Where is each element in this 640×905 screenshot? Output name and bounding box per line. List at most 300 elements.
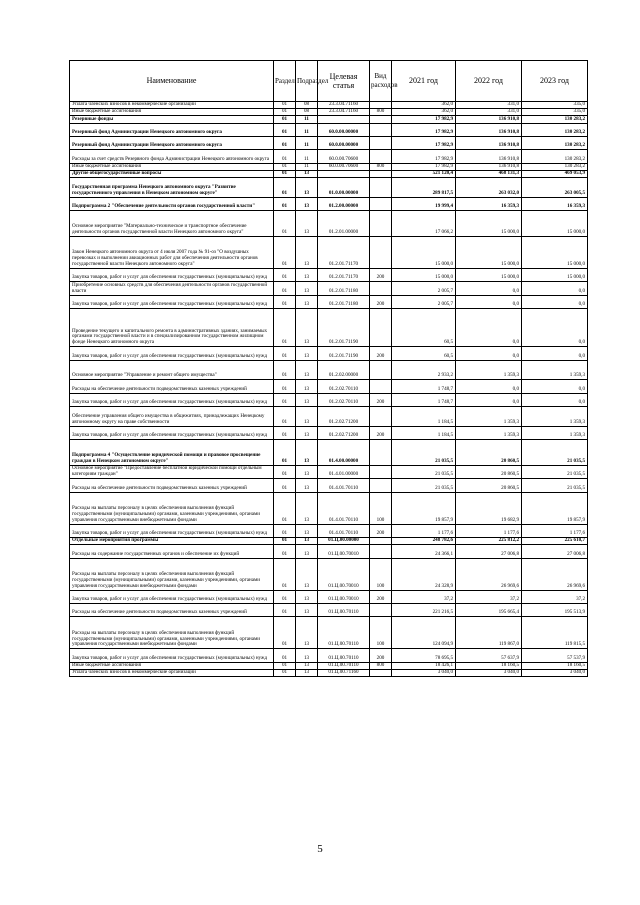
row-value-2022: 0,0 [456,393,522,406]
row-subsection: 13 [296,268,318,281]
row-value-2022: 331,0 [456,109,522,116]
row-subsection: 13 [296,465,318,478]
row-value-2021: 2 005,7 [392,282,456,295]
table-row [70,211,588,237]
row-expense-type [370,116,392,123]
table-row [70,617,588,649]
row-section: 01 [274,295,296,308]
row-section: 01 [274,537,296,544]
row-value-2021: 1 748,7 [392,393,456,406]
row-value-2022: 20 860,5 [456,465,522,478]
table-row [70,380,588,393]
row-subsection: 11 [296,136,318,149]
row-subsection: 13 [296,558,318,590]
row-value-2022: 15 000,0 [456,236,522,268]
row-article: 01.Ц.00.70110 [318,617,370,649]
row-subsection: 13 [296,380,318,393]
row-section: 01 [274,393,296,406]
header-2021: 2021 год [392,61,456,102]
row-section: 01 [274,163,296,170]
row-expense-type [370,211,392,237]
row-name: Резервный фонд Администрации Ненецкого автономного округа [70,136,274,149]
row-name: Расходы на выплаты персоналу в целях обеспечения выполнения функций государственными (муниципальными) органами, казенными учреждениями, органами управления государственными внебюджетными фондами [70,558,274,590]
row-value-2022: 57 637,9 [456,649,522,662]
row-name: Уплата членских взносов в некоммерческие организации [70,102,274,109]
row-value-2021: 1 184,5 [392,407,456,427]
table-row [70,492,588,524]
table-row [70,537,588,544]
row-value-2022: 136 910,8 [456,163,522,170]
row-value-2023: 15 000,0 [522,268,588,281]
row-subsection: 11 [296,116,318,123]
row-value-2023: 0,0 [522,309,588,347]
table-row [70,123,588,136]
row-value-2021: 15 000,0 [392,268,456,281]
table-row [70,558,588,590]
table-row [70,393,588,406]
table-row [70,309,588,347]
row-value-2023: 21 035,5 [522,465,588,478]
row-subsection: 13 [296,393,318,406]
row-value-2023: 0,0 [522,393,588,406]
row-section: 01 [274,136,296,149]
table-row [70,479,588,492]
row-expense-type: 200 [370,524,392,537]
table-header-row [70,61,588,102]
row-article [318,170,370,177]
row-value-2022: 136 910,8 [456,150,522,163]
row-name: Закупка товаров, работ и услуг для обеспечения государственных (муниципальных) нужд [70,268,274,281]
row-article: 01.Ц.00.70010 [318,545,370,558]
row-name: Резервные фонды [70,116,274,123]
row-section: 01 [274,669,296,676]
row-value-2023: 130 283,2 [522,123,588,136]
header-2022: 2022 год [456,61,522,102]
row-subsection: 13 [296,590,318,603]
row-section: 01 [274,347,296,360]
row-value-2023: 26 969,6 [522,558,588,590]
row-value-2021: 21 035,5 [392,440,456,466]
row-value-2022: 16 359,3 [456,197,522,210]
row-value-2021: 521 120,4 [392,170,456,177]
row-expense-type [370,282,392,295]
row-article: 01.Ц.00.70010 [318,590,370,603]
row-value-2021: 362,0 [392,102,456,109]
row-value-2022: 136 910,8 [456,116,522,123]
row-expense-type: 200 [370,295,392,308]
row-expense-type: 100 [370,617,392,649]
row-section: 01 [274,116,296,123]
row-value-2022: 0,0 [456,347,522,360]
row-section: 01 [274,197,296,210]
row-section: 01 [274,524,296,537]
row-value-2022: 20 860,5 [456,479,522,492]
row-value-2022: 136 910,8 [456,123,522,136]
row-value-2022: 18 160,5 [456,662,522,669]
row-expense-type [370,465,392,478]
row-value-2021: 24 328,9 [392,558,456,590]
row-subsection: 13 [296,545,318,558]
table-row [70,440,588,466]
row-name: Иные бюджетные ассигнования [70,109,274,116]
row-value-2023: 16 359,3 [522,197,588,210]
row-value-2021: 2 005,7 [392,295,456,308]
table-row [70,170,588,177]
row-section: 01 [274,617,296,649]
row-value-2022: 1 359,3 [456,407,522,427]
row-section: 01 [274,545,296,558]
row-value-2023: 19 857,9 [522,492,588,524]
row-expense-type: 800 [370,109,392,116]
row-name: Закупка товаров, работ и услуг для обеспечения государственных (муниципальных) нужд [70,393,274,406]
row-subsection: 11 [296,123,318,136]
row-subsection: 08 [296,109,318,116]
row-article: 01.2.01.71170 [318,236,370,268]
row-article: 01.Ц.00.71160 [318,669,370,676]
row-value-2021: 18 426,1 [392,662,456,669]
table-row [70,295,588,308]
row-expense-type: 200 [370,426,392,439]
row-value-2021: 17 982,9 [392,116,456,123]
row-section: 01 [274,558,296,590]
row-section: 01 [274,440,296,466]
row-expense-type [370,669,392,676]
header-subsection: Подраздел [296,61,318,102]
row-subsection: 13 [296,282,318,295]
row-subsection: 13 [296,440,318,466]
row-expense-type [370,150,392,163]
row-value-2021: 60,5 [392,347,456,360]
row-article: 01.0.00.00000 [318,178,370,198]
row-section: 01 [274,662,296,669]
table-row [70,236,588,268]
row-expense-type [370,545,392,558]
row-name: Уплата членских взносов в некоммерческие организации [70,669,274,676]
budget-table [69,60,588,677]
row-value-2023: 1 177,6 [522,524,588,537]
row-section: 01 [274,603,296,616]
row-subsection: 13 [296,426,318,439]
row-name: Проведение текущего и капитального ремонта в административных зданиях, занимаемых органами государственной власти и в специализированном государственном жилищном фонде Ненецкого автономного округа [70,309,274,347]
row-section: 01 [274,178,296,198]
row-subsection: 13 [296,170,318,177]
row-value-2022: 1 359,3 [456,426,522,439]
row-name: Расходы на обеспечение деятельности подведомственных казенных учреждений [70,603,274,616]
row-value-2021: 21 035,5 [392,479,456,492]
row-value-2021: 37,2 [392,590,456,603]
row-subsection: 13 [296,309,318,347]
row-article: 01.4.01.70110 [318,492,370,524]
table-body [70,102,588,677]
row-subsection: 13 [296,662,318,669]
row-value-2022: 331,0 [456,102,522,109]
row-expense-type [370,236,392,268]
row-expense-type: 100 [370,558,392,590]
row-value-2021: 248 782,6 [392,537,456,544]
row-section: 01 [274,102,296,109]
row-value-2023: 3 040,0 [522,669,588,676]
table-row [70,197,588,210]
row-name: Государственная программа Ненецкого автономного округа "Развитие государственного управления в Ненецком автономном округе" [70,178,274,198]
row-section: 01 [274,492,296,524]
row-subsection: 13 [296,347,318,360]
row-subsection: 13 [296,236,318,268]
row-value-2023: 130 283,2 [522,136,588,149]
row-expense-type: 800 [370,163,392,170]
row-value-2023: 335,0 [522,109,588,116]
row-name: Приобретение основных средств для обеспечения деятельности органов государственной власти [70,282,274,295]
row-value-2022: 1 177,6 [456,524,522,537]
row-name: Резервный фонд Администрации Ненецкого автономного округа [70,123,274,136]
row-section: 01 [274,109,296,116]
row-name: Закупка товаров, работ и услуг для обеспечения государственных (муниципальных) нужд [70,524,274,537]
row-section: 01 [274,282,296,295]
row-subsection: 13 [296,524,318,537]
row-section: 01 [274,649,296,662]
row-subsection: 13 [296,603,318,616]
row-value-2023: 0,0 [522,380,588,393]
row-value-2021: 2 933,2 [392,360,456,380]
table-row [70,136,588,149]
row-section: 01 [274,590,296,603]
row-expense-type [370,407,392,427]
row-subsection: 13 [296,479,318,492]
row-article: 01.4.01.70110 [318,524,370,537]
row-article: 60.0.00.70600 [318,163,370,170]
table-row [70,649,588,662]
row-subsection: 11 [296,150,318,163]
row-expense-type [370,603,392,616]
row-section: 01 [274,426,296,439]
row-section: 01 [274,170,296,177]
row-value-2022: 20 860,5 [456,440,522,466]
row-article: 23.3.04.71160 [318,102,370,109]
row-expense-type: 200 [370,590,392,603]
row-article: 01.Ц.00.70010 [318,558,370,590]
header-article: Целевая статья [318,61,370,102]
row-value-2022: 19 682,9 [456,492,522,524]
row-value-2023: 119 815,5 [522,617,588,649]
row-expense-type [370,309,392,347]
row-name: Закупка товаров, работ и услуг для обеспечения государственных (муниципальных) нужд [70,649,274,662]
table-row [70,360,588,380]
row-value-2022: 195 665,4 [456,603,522,616]
row-article: 60.0.00.00000 [318,136,370,149]
row-name: Закупка товаров, работ и услуг для обеспечения государственных (муниципальных) нужд [70,590,274,603]
row-article: 01.Ц.00.70110 [318,649,370,662]
row-name: Основное мероприятие "Материально-техническое и транспортное обеспечение деятельности органов государственной власти Ненецкого автономного округа" [70,211,274,237]
row-value-2023: 469 053,9 [522,170,588,177]
row-value-2023: 15 000,0 [522,236,588,268]
row-value-2021: 24 366,1 [392,545,456,558]
row-section: 01 [274,309,296,347]
row-name: Расходы на выплаты персоналу в целях обеспечения выполнения функций государственными (муниципальными) органами, казенными учреждениями, органами управления государственными внебюджетными фондами [70,617,274,649]
row-value-2021: 124 094,9 [392,617,456,649]
row-value-2022: 225 812,2 [456,537,522,544]
row-subsection: 13 [296,360,318,380]
row-expense-type [370,380,392,393]
row-value-2021: 362,0 [392,109,456,116]
row-expense-type: 200 [370,393,392,406]
header-2023: 2023 год [522,61,588,102]
row-value-2022: 37,2 [456,590,522,603]
row-name: Закупка товаров, работ и услуг для обеспечения государственных (муниципальных) нужд [70,426,274,439]
row-article: 01.Ц.00.70110 [318,662,370,669]
table-row [70,590,588,603]
row-article: 01.2.01.00000 [318,211,370,237]
row-article: 01.2.00.00000 [318,197,370,210]
table-row [70,669,588,676]
table-row [70,268,588,281]
row-article: 01.2.01.71170 [318,268,370,281]
row-section: 01 [274,211,296,237]
row-name: Расходы на обеспечение деятельности подведомственных казенных учреждений [70,479,274,492]
row-expense-type [370,123,392,136]
row-name: Закупка товаров, работ и услуг для обеспечения государственных (муниципальных) нужд [70,347,274,360]
row-expense-type: 200 [370,268,392,281]
row-expense-type: 200 [370,649,392,662]
row-value-2023: 225 610,7 [522,537,588,544]
row-expense-type: 200 [370,347,392,360]
row-expense-type [370,178,392,198]
row-expense-type [370,360,392,380]
row-section: 01 [274,360,296,380]
row-section: 01 [274,268,296,281]
header-name: Наименование [70,61,274,102]
row-article: 60.0.00.70600 [318,150,370,163]
row-name: Отдельные мероприятия программы [70,537,274,544]
row-expense-type [370,440,392,466]
row-article: 01.Ц.00.70110 [318,603,370,616]
row-article: 01.4.00.00000 [318,440,370,466]
row-value-2023: 130 283,2 [522,150,588,163]
table-row [70,524,588,537]
row-name: Основное мероприятие "Предоставление бесплатной юридической помощи отдельным категориям граждан" [70,465,274,478]
row-value-2021: 289 817,5 [392,178,456,198]
row-value-2023: 1 359,3 [522,407,588,427]
row-article: 23.3.04.71160 [318,109,370,116]
row-value-2023: 15 000,0 [522,211,588,237]
row-expense-type [370,479,392,492]
row-value-2022: 263 032,0 [456,178,522,198]
row-name: Другие общегосударственные вопросы [70,170,274,177]
table-row [70,282,588,295]
row-article: 01.2.01.71190 [318,309,370,347]
row-value-2021: 221 216,5 [392,603,456,616]
row-value-2022: 136 910,8 [456,136,522,149]
row-section: 01 [274,465,296,478]
row-value-2022: 0,0 [456,380,522,393]
row-name: Расходы на обеспечение деятельности подведомственных казенных учреждений [70,380,274,393]
row-article: 01.2.02.70110 [318,393,370,406]
header-section: Раздел [274,61,296,102]
row-value-2023: 21 035,5 [522,440,588,466]
row-value-2023: 1 359,3 [522,426,588,439]
table-row [70,407,588,427]
row-subsection: 13 [296,211,318,237]
row-expense-type [370,136,392,149]
table-row [70,465,588,478]
row-value-2023: 57 537,9 [522,649,588,662]
row-value-2023: 37,2 [522,590,588,603]
row-article: 01.2.02.71200 [318,426,370,439]
row-section: 01 [274,123,296,136]
row-name: Иные бюджетные ассигнования [70,163,274,170]
row-value-2023: 0,0 [522,282,588,295]
row-article: 01.2.02.71200 [318,407,370,427]
row-subsection: 13 [296,537,318,544]
table-row [70,545,588,558]
row-value-2022: 0,0 [456,282,522,295]
row-value-2021: 60,5 [392,309,456,347]
row-article: 01.2.02.70110 [318,380,370,393]
table-row [70,347,588,360]
row-value-2021: 17 982,9 [392,150,456,163]
row-value-2022: 1 359,3 [456,360,522,380]
row-section: 01 [274,479,296,492]
row-value-2021: 1 748,7 [392,380,456,393]
row-value-2022: 0,0 [456,309,522,347]
row-name: Расходы на выплаты персоналу в целях обеспечения выполнения функций государственными (муниципальными) органами, казенными учреждениями, органами управления государственными внебюджетными фондами [70,492,274,524]
row-value-2023: 130 283,2 [522,116,588,123]
header-expense-type: Вид расходов [370,61,392,102]
row-name: Основное мероприятие "Управление и ремонт общего имущества" [70,360,274,380]
row-expense-type [370,197,392,210]
budget-table-container [69,60,587,677]
row-subsection: 13 [296,669,318,676]
row-subsection: 13 [296,492,318,524]
row-article: 01.2.02.00000 [318,360,370,380]
row-subsection: 13 [296,649,318,662]
row-value-2021: 17 982,9 [392,123,456,136]
row-article: 01.2.01.71190 [318,347,370,360]
row-name: Расходы на содержание государственных органов и обеспечение их функций [70,545,274,558]
row-article: 01.Ц.00.00000 [318,537,370,544]
row-value-2022: 0,0 [456,295,522,308]
row-value-2021: 21 035,5 [392,465,456,478]
row-value-2023: 263 005,5 [522,178,588,198]
row-value-2022: 26 969,6 [456,558,522,590]
row-name: Расходы за счет средств Резервного фонда Администрации Ненецкого автономного округа [70,150,274,163]
row-value-2021: 17 982,9 [392,136,456,149]
row-value-2023: 0,0 [522,295,588,308]
row-subsection: 13 [296,178,318,198]
row-value-2021: 19 857,9 [392,492,456,524]
row-value-2023: 130 283,2 [522,163,588,170]
row-article: 01.2.01.71180 [318,282,370,295]
row-subsection: 13 [296,407,318,427]
row-section: 01 [274,380,296,393]
table-row [70,150,588,163]
row-value-2023: 27 006,8 [522,545,588,558]
table-row [70,116,588,123]
table-row [70,426,588,439]
row-subsection: 13 [296,617,318,649]
row-subsection: 13 [296,197,318,210]
row-value-2022: 119 867,0 [456,617,522,649]
row-value-2023: 18 160,5 [522,662,588,669]
row-article: 01.4.01.00000 [318,465,370,478]
row-name: Закупка товаров, работ и услуг для обеспечения государственных (муниципальных) нужд [70,295,274,308]
row-value-2021: 78 695,5 [392,649,456,662]
row-value-2022: 3 040,0 [456,669,522,676]
row-name: Закон Ненецкого автономного округа от 4 июля 2007 года № 91-оз "О воздушных перевозках и выполнении авиационных работ для обеспечения деятельности органов государственной власти Ненецкого автономного округа" [70,236,274,268]
row-name: Подпрограмма 2 "Обеспечение деятельности органов государственной власти" [70,197,274,210]
row-value-2021: 17 066,2 [392,211,456,237]
row-subsection: 08 [296,102,318,109]
row-value-2023: 335,0 [522,102,588,109]
row-value-2022: 15 000,0 [456,268,522,281]
